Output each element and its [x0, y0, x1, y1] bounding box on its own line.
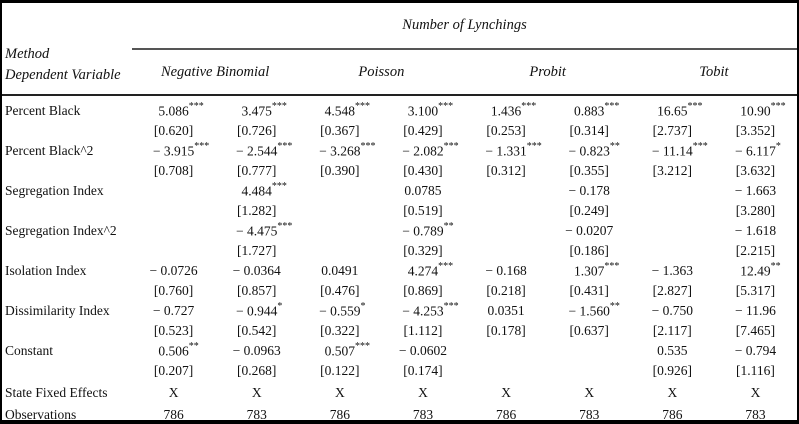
- stderr-cell: [0.869]: [403, 283, 443, 298]
- coef-cell: [548, 341, 631, 361]
- coef-cell: 10.90***: [740, 101, 786, 119]
- coef-cell: − 4.475***: [236, 221, 293, 239]
- coef-cell: − 2.082***: [402, 141, 459, 159]
- coef-value: − 0.178: [568, 183, 610, 198]
- stderr-cell: [0.186]: [569, 243, 609, 258]
- method-header-tobit: Tobit: [631, 49, 797, 95]
- method-header-probit: Probit: [465, 49, 631, 95]
- coef-cell: [298, 261, 381, 281]
- row-label: State Fixed Effects: [5, 384, 108, 400]
- stderr-cell: [2.827]: [652, 283, 692, 298]
- coef-value: 0.0785: [404, 183, 442, 198]
- stderr-cell: [0.542]: [237, 323, 277, 338]
- row-label: Isolation Index: [5, 263, 87, 278]
- stderr-cell: [0.122]: [320, 363, 360, 378]
- coef-value: − 1.363: [651, 263, 693, 278]
- stderr-cell: [0.355]: [569, 163, 609, 178]
- coef-value: − 3.915: [152, 143, 195, 159]
- summary-cell: X: [667, 384, 678, 400]
- coef-value: − 1.560: [568, 303, 610, 319]
- coef-cell: [298, 221, 381, 241]
- stderr-cell: [1.727]: [237, 243, 277, 258]
- summary-cell: 783: [412, 407, 434, 422]
- coef-cell: [631, 261, 714, 281]
- coef-cell: 1.307***: [574, 261, 620, 279]
- stderr-cell: [0.430]: [403, 163, 443, 178]
- row-label: Segregation Index^2: [5, 223, 117, 238]
- stderr-cell: [5.317]: [735, 283, 776, 298]
- stderr-row: [2, 161, 797, 181]
- regression-table: [2, 3, 797, 424]
- stderr-row: [2, 281, 797, 301]
- stderr-cell: [0.218]: [486, 283, 526, 298]
- row-label-empty: [2, 121, 132, 141]
- stderr-cell: [0.390]: [320, 163, 360, 178]
- coef-value: 0.506: [158, 343, 189, 359]
- summary-cell: 786: [329, 407, 350, 422]
- stderr-cell: [0.857]: [237, 283, 277, 298]
- coef-cell: [465, 341, 548, 361]
- stderr-cell: [0.249]: [569, 203, 609, 218]
- coef-value: − 11.96: [735, 303, 776, 318]
- coef-cell: 0.883***: [574, 101, 620, 119]
- coef-row: [2, 301, 797, 321]
- stderr-cell: [298, 241, 381, 261]
- stderr-cell: [1.116]: [736, 363, 775, 378]
- row-label-empty: [2, 321, 132, 341]
- stderr-cell: [0.760]: [153, 283, 194, 298]
- coef-cell: [714, 181, 797, 201]
- stderr-cell: [3.212]: [652, 163, 692, 178]
- coef-value: − 1.618: [734, 223, 777, 238]
- summary-cell: 783: [579, 407, 600, 422]
- coef-cell: 4.484***: [241, 181, 287, 199]
- coef-cell: [714, 221, 797, 241]
- coef-cell: [631, 181, 714, 201]
- stderr-cell: [0.367]: [320, 123, 360, 138]
- stderr-cell: [3.632]: [735, 163, 776, 178]
- coef-value: − 0.750: [651, 303, 693, 318]
- stderr-cell: [3.280]: [735, 203, 776, 218]
- coef-value: 0.0491: [321, 263, 359, 278]
- coef-cell: [631, 341, 714, 361]
- stderr-cell: [0.431]: [569, 283, 609, 298]
- stderr-cell: [132, 241, 215, 261]
- coef-value: − 6.117: [735, 143, 776, 159]
- coef-cell: [714, 341, 797, 361]
- row-label: Segregation Index: [5, 183, 104, 198]
- stderr-cell: [0.429]: [403, 123, 443, 138]
- coef-row: [2, 341, 797, 361]
- coef-value: − 0.727: [152, 303, 195, 318]
- coef-value: 0.535: [657, 343, 688, 358]
- coef-row: [2, 95, 797, 121]
- coef-value: − 0.0207: [565, 223, 614, 238]
- summary-cell: X: [168, 384, 179, 400]
- stderr-cell: [298, 201, 381, 221]
- coef-cell: [298, 181, 381, 201]
- coef-value: − 2.544: [236, 143, 278, 159]
- coef-row: [2, 141, 797, 161]
- title-row: [2, 3, 797, 49]
- summary-cell: X: [750, 384, 761, 400]
- summary-cell: 786: [163, 407, 184, 422]
- coef-value: 0.883: [574, 103, 605, 119]
- coef-row: [2, 221, 797, 241]
- coef-cell: [215, 261, 298, 281]
- coef-cell: [132, 301, 215, 321]
- corner-method-label: Method: [5, 45, 50, 62]
- stderr-cell: [2.215]: [735, 243, 776, 258]
- coef-cell: 16.65***: [657, 101, 703, 119]
- coef-cell: [631, 221, 714, 241]
- stderr-cell: [0.726]: [237, 123, 277, 138]
- stderr-cell: [631, 201, 714, 221]
- coef-cell: − 1.560**: [568, 301, 620, 319]
- coef-cell: 1.436***: [490, 101, 537, 119]
- coef-cell: [381, 181, 464, 201]
- coef-cell: [465, 261, 548, 281]
- coef-value: − 0.823: [568, 143, 610, 159]
- summary-cell: 786: [495, 407, 517, 422]
- coef-value: − 3.268: [319, 143, 361, 159]
- coef-value: 4.274: [407, 263, 439, 279]
- coef-value: − 0.0602: [398, 343, 447, 358]
- stderr-cell: [0.174]: [403, 363, 443, 378]
- row-label: Percent Black^2: [5, 143, 94, 158]
- stderr-cell: [465, 241, 548, 261]
- stderr-cell: [0.207]: [153, 363, 194, 378]
- coef-cell: 0.506**: [158, 341, 199, 359]
- coef-value: − 1.331: [485, 143, 527, 159]
- coef-value: − 4.475: [236, 223, 278, 239]
- coef-cell: 0.507***: [324, 341, 370, 359]
- coef-value: 5.086: [158, 103, 189, 119]
- stderr-cell: [1.282]: [237, 203, 277, 218]
- coef-value: − 0.944: [236, 303, 278, 319]
- stderr-cell: [2.737]: [652, 123, 692, 138]
- stderr-cell: [0.777]: [237, 163, 277, 178]
- coef-value: 4.548: [324, 103, 355, 119]
- stderr-cell: [0.329]: [403, 243, 443, 258]
- summary-cell: X: [334, 384, 345, 400]
- stderr-cell: [0.178]: [486, 323, 526, 338]
- coef-value: 0.0351: [487, 303, 525, 318]
- coef-cell: [631, 301, 714, 321]
- coef-cell: [465, 181, 548, 201]
- table-title: Number of Lynchings: [132, 3, 797, 49]
- coef-value: 0.507: [324, 343, 355, 359]
- summary-cell: 786: [662, 407, 683, 422]
- coef-value: 3.475: [241, 103, 272, 119]
- stderr-row: [2, 361, 797, 381]
- coef-cell: [132, 181, 215, 201]
- coef-cell: 4.548***: [324, 101, 370, 119]
- coef-cell: − 0.789**: [402, 221, 454, 239]
- row-label-empty: [2, 361, 132, 381]
- stderr-cell: [7.465]: [735, 323, 776, 338]
- coef-cell: − 3.915***: [152, 141, 210, 159]
- stderr-cell: [0.312]: [486, 163, 526, 178]
- stderr-row: [2, 121, 797, 141]
- coef-cell: − 2.544***: [236, 141, 293, 159]
- coef-cell: [465, 221, 548, 241]
- stderr-cell: [2.117]: [652, 323, 692, 338]
- table-body: [2, 95, 797, 424]
- stderr-cell: [1.112]: [403, 323, 443, 338]
- coef-value: 3.100: [407, 103, 439, 119]
- summary-cell: 783: [246, 407, 267, 422]
- coef-cell: 3.100***: [407, 101, 454, 119]
- coef-value: 16.65: [657, 103, 688, 119]
- stderr-cell: [0.523]: [153, 323, 194, 338]
- stderr-cell: [0.314]: [569, 123, 609, 138]
- stderr-cell: [0.926]: [652, 363, 692, 378]
- row-label-empty: [2, 241, 132, 261]
- summary-row: [2, 404, 797, 424]
- coef-value: − 0.168: [485, 263, 527, 278]
- coef-row: [2, 261, 797, 281]
- coef-cell: − 6.117*: [735, 141, 781, 159]
- stderr-cell: [0.253]: [486, 123, 526, 138]
- row-label-empty: [2, 201, 132, 221]
- coef-cell: [465, 301, 548, 321]
- stderr-row: [2, 321, 797, 341]
- method-header-poisson: Poisson: [298, 49, 464, 95]
- coef-cell: 12.49**: [740, 261, 781, 279]
- coef-cell: [215, 341, 298, 361]
- stderr-cell: [465, 201, 548, 221]
- row-label: Constant: [5, 343, 54, 358]
- stderr-row: [2, 241, 797, 261]
- coef-value: − 0.794: [734, 343, 777, 358]
- stderr-cell: [3.352]: [735, 123, 776, 138]
- corner-depvar-label: Dependent Variable: [5, 67, 121, 84]
- coef-value: − 11.14: [651, 143, 693, 159]
- stderr-cell: [0.519]: [403, 203, 443, 218]
- method-header-negative-binomial: Negative Binomial: [132, 49, 298, 95]
- stderr-cell: [0.476]: [320, 283, 360, 298]
- stderr-row: [2, 201, 797, 221]
- summary-cell: X: [251, 384, 262, 400]
- stderr-cell: [0.268]: [237, 363, 277, 378]
- coef-cell: 3.475***: [241, 101, 287, 119]
- row-label: Dissimilarity Index: [5, 303, 110, 318]
- coef-value: − 0.789: [402, 223, 444, 239]
- summary-row: [2, 381, 797, 404]
- summary-cell: X: [418, 384, 428, 400]
- stderr-cell: [0.620]: [153, 123, 194, 138]
- stderr-cell: [0.322]: [320, 323, 360, 338]
- coef-cell: − 3.268***: [319, 141, 376, 159]
- stderr-cell: [631, 241, 714, 261]
- coef-cell: − 1.331***: [485, 141, 542, 159]
- coef-cell: − 4.253***: [402, 301, 459, 319]
- stderr-cell: [0.708]: [153, 163, 194, 178]
- summary-cell: X: [584, 384, 595, 400]
- coef-value: 1.436: [490, 103, 522, 119]
- row-label-empty: [2, 281, 132, 301]
- row-label: Observations: [5, 407, 77, 422]
- corner-header: [2, 3, 132, 95]
- coef-cell: − 0.559*: [319, 301, 366, 319]
- summary-cell: X: [501, 384, 511, 400]
- row-label: Percent Black: [5, 103, 81, 118]
- coef-row: [2, 181, 797, 201]
- coef-value: − 0.559: [319, 303, 361, 319]
- coef-value: 4.484: [241, 183, 272, 199]
- coef-cell: 5.086***: [158, 101, 204, 119]
- coef-cell: [381, 341, 464, 361]
- coef-cell: 4.274***: [407, 261, 454, 279]
- coef-cell: [714, 301, 797, 321]
- coef-value: 10.90: [740, 103, 771, 119]
- coef-value: 12.49: [740, 263, 771, 279]
- stderr-cell: [132, 201, 215, 221]
- coef-cell: [132, 261, 215, 281]
- coef-cell: − 0.823**: [568, 141, 620, 159]
- row-label-empty: [2, 161, 132, 181]
- coef-value: − 1.663: [734, 183, 777, 198]
- stderr-cell: [548, 361, 631, 381]
- coef-value: − 0.0963: [232, 343, 281, 358]
- stderr-cell: [465, 361, 548, 381]
- summary-cell: 783: [745, 407, 766, 422]
- coef-cell: [548, 221, 631, 241]
- coef-cell: − 11.14***: [651, 141, 708, 159]
- coef-value: − 0.0726: [149, 263, 198, 278]
- coef-cell: [132, 221, 215, 241]
- stderr-cell: [0.637]: [569, 323, 609, 338]
- coef-value: − 4.253: [402, 303, 444, 319]
- coef-cell: [548, 181, 631, 201]
- coef-value: − 2.082: [402, 143, 444, 159]
- coef-value: − 0.0364: [232, 263, 281, 278]
- coef-value: 1.307: [574, 263, 605, 279]
- coef-cell: − 0.944*: [236, 301, 283, 319]
